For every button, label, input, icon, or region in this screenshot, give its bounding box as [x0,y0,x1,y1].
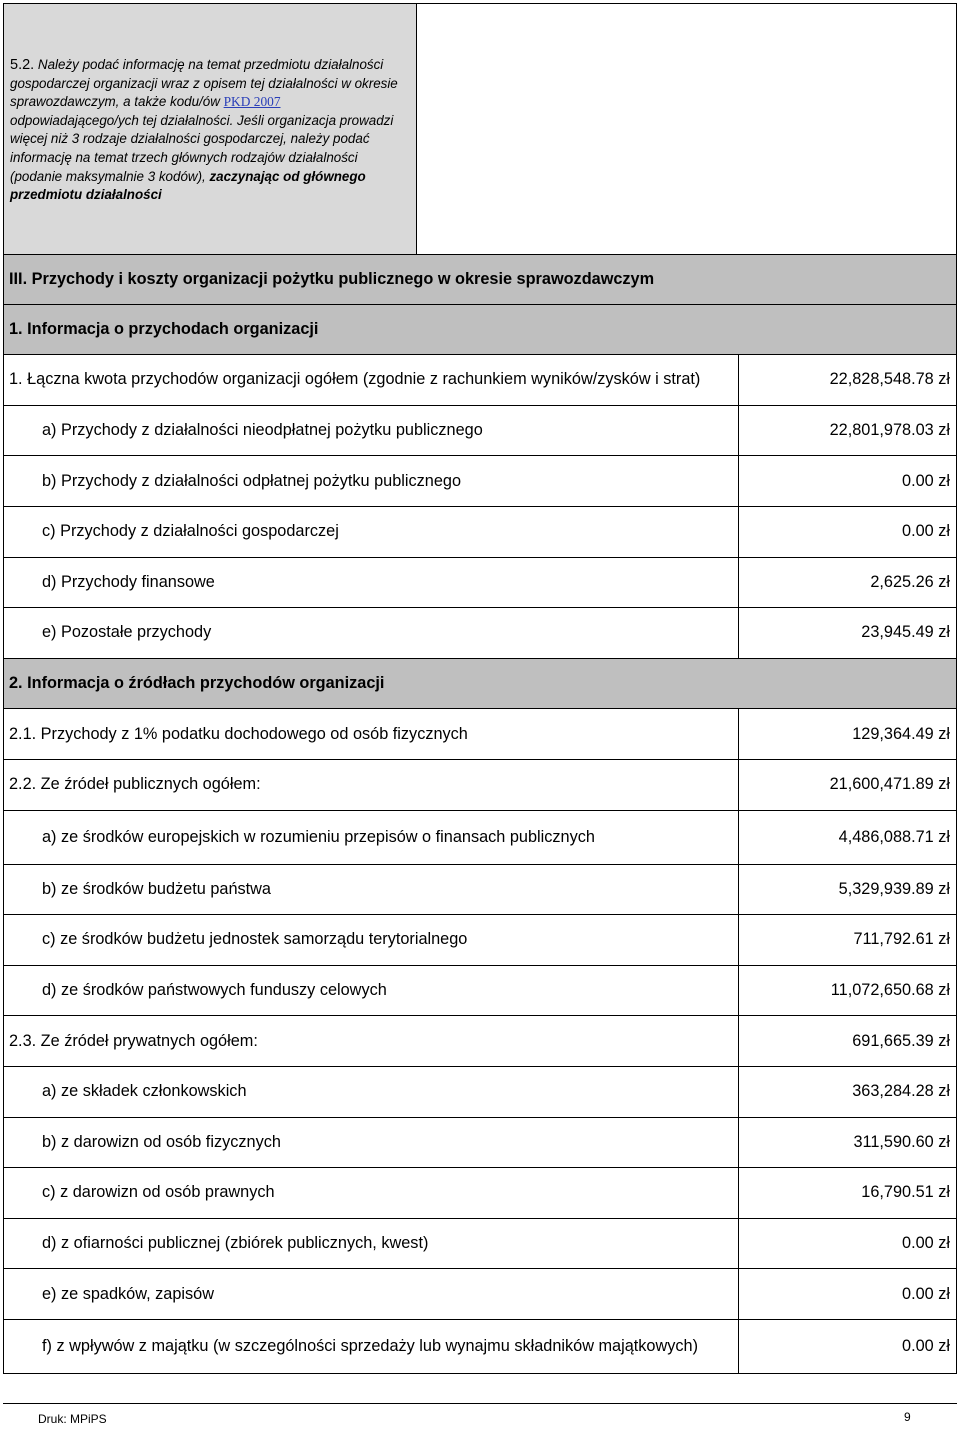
table-row [3,406,957,457]
table-row [3,1219,957,1270]
row-amount: 0.00 zł [738,1269,956,1319]
table-row [3,966,957,1017]
instruction-answer-cell [417,3,957,255]
table-row [3,1067,957,1118]
row-label: c) z darowizn od osób prawnych [42,1183,275,1202]
section-header-label: 1. Informacja o przychodach organizacji [9,319,319,338]
row-label: f) z wpływów z majątku (w szczególności sprzedaży lub wynajmu składników majątkowych) [42,1336,698,1355]
row-amount: 22,801,978.03 zł [738,406,956,456]
table-row [3,1269,957,1320]
row-amount: 2,625.26 zł [738,558,956,608]
row-label: d) ze środków państwowych funduszy celowych [42,981,387,1000]
section-header-row [3,254,957,305]
row-amount: 4,486,088.71 zł [738,811,956,864]
row-amount: 363,284.28 zł [738,1067,956,1117]
table-row [3,865,957,916]
row-amount: 0.00 zł [738,1219,956,1269]
row-amount: 0.00 zł [738,507,956,557]
row-label: b) ze środków budżetu państwa [42,879,271,898]
page-number: 9 [904,1410,911,1424]
table-row [3,608,957,659]
row-label: c) ze środków budżetu jednostek samorządu terytorialnego [42,930,468,949]
table-row [3,558,957,609]
table-row [3,1168,957,1219]
row-amount: 0.00 zł [738,456,956,506]
table-row [3,915,957,966]
row-label: d) Przychody finansowe [42,572,215,591]
table-row [3,355,957,406]
row-label: b) Przychody z działalności odpłatnej pożytku publicznego [42,471,462,490]
section-header-row [3,659,957,710]
row-amount: 23,945.49 zł [738,608,956,658]
footer-divider [3,1403,957,1404]
table-row [3,1118,957,1169]
row-label: d) z ofiarności publicznej (zbiórek publicznych, kwest) [42,1233,429,1252]
section-header-row [3,305,957,356]
row-amount: 22,828,548.78 zł [738,355,956,405]
row-label: 2.1. Przychody z 1% podatku dochodowego od osób fizycznych [9,724,468,743]
row-label: 2.2. Ze źródeł publicznych ogółem: [9,775,261,794]
row-amount: 16,790.51 zł [738,1168,956,1218]
section-header-label: 2. Informacja o źródłach przychodów organizacji [9,674,385,693]
row-amount: 311,590.60 zł [738,1118,956,1168]
instruction-text-2: odpowiadającego/ych tej działalności. Jeśli organizacja prowadzi więcej niż 3 rodzaje działalności gospodarczej, należy podać informację na temat trzech głównych rodzajów działalności (podanie maksymalnie 3 kodów), [10,112,394,184]
table-row [3,760,957,811]
row-amount: 21,600,471.89 zł [738,760,956,810]
footer-druk: Druk: MPiPS [38,1412,107,1426]
instruction-text-1: Należy podać informację na temat przedmiotu działalności gospodarczej organizacji wraz z opisem tej działalności w okresie sprawozdawczym, a także kodu/ów [10,57,398,110]
row-amount: 5,329,939.89 zł [738,865,956,915]
instruction-number: 5.2. [10,57,35,73]
row-label: e) ze spadków, zapisów [42,1284,214,1303]
table-row [3,456,957,507]
section-header-label: III. Przychody i koszty organizacji pożytku publicznego w okresie sprawozdawczym [9,269,655,288]
row-label: a) Przychody z działalności nieodpłatnej pożytku publicznego [42,421,483,440]
row-amount: 11,072,650.68 zł [738,966,956,1016]
row-label: 1. Łączna kwota przychodów organizacji ogółem (zgodnie z rachunkiem wyników/zysków i strat) [9,370,701,389]
table-row [3,507,957,558]
row-label: c) Przychody z działalności gospodarczej [42,522,339,541]
instruction-box [3,3,417,255]
income-table [3,254,957,1374]
row-label: a) ze środków europejskich w rozumieniu przepisów o finansach publicznych [42,827,595,846]
table-row [3,811,957,865]
table-row [3,709,957,760]
instruction-text-bold: zaczynając od głównego przedmiotu działalności [10,168,366,203]
table-row [3,1320,957,1374]
row-amount: 129,364.49 zł [738,709,956,759]
row-label: 2.3. Ze źródeł prywatnych ogółem: [9,1031,258,1050]
row-amount: 0.00 zł [738,1320,956,1373]
pkd-link[interactable]: PKD 2007 [223,94,281,110]
row-label: a) ze składek członkowskich [42,1082,247,1101]
row-amount: 691,665.39 zł [738,1016,956,1066]
row-label: e) Pozostałe przychody [42,623,212,642]
row-label: b) z darowizn od osób fizycznych [42,1132,281,1151]
table-row [3,1016,957,1067]
row-amount: 711,792.61 zł [738,915,956,965]
